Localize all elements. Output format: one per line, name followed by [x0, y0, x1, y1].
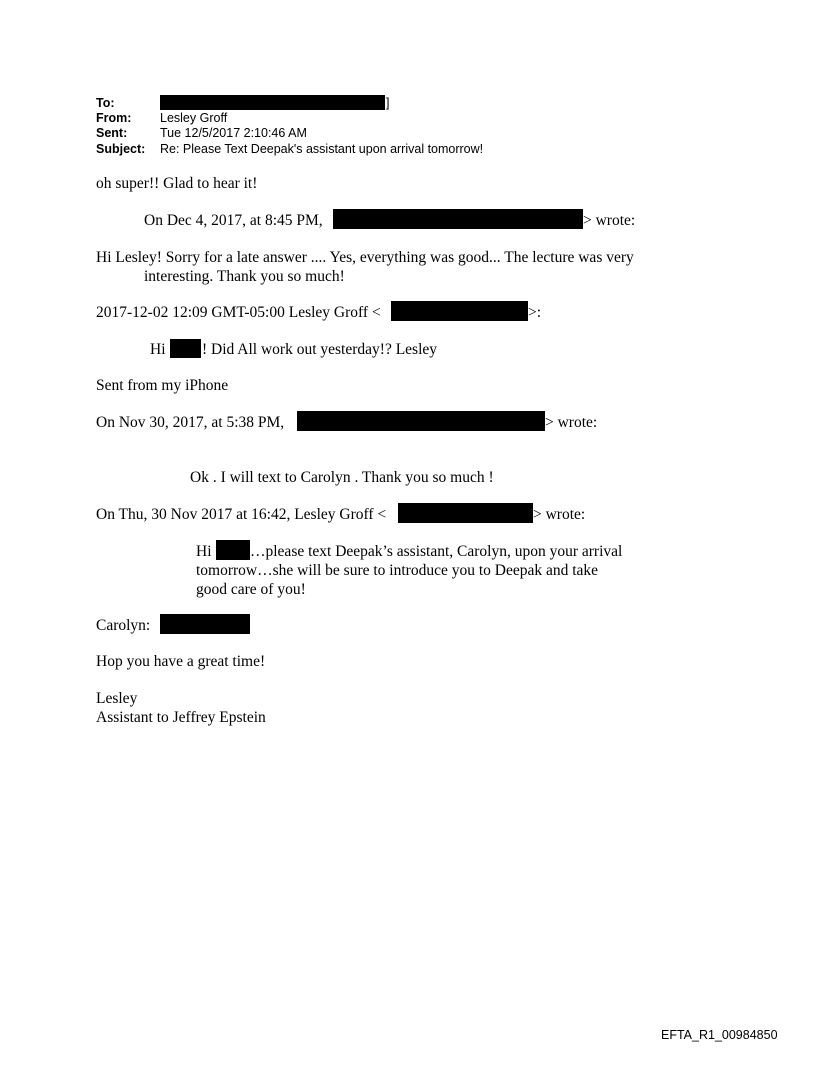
quote4-hi: Hi: [196, 543, 212, 560]
redaction-email2: [391, 301, 528, 321]
quote2-intro-suffix: >:: [528, 304, 542, 321]
redaction-name2: [170, 339, 201, 358]
quote3-message: Ok . I will text to Carolyn . Thank you so much !: [190, 469, 494, 486]
quote1-line2: interesting. Thank you so much!: [144, 268, 345, 285]
redaction-sender3: [297, 411, 545, 431]
subject-value: Re: Please Text Deepak's assistant upon arrival tomorrow!: [160, 142, 484, 156]
sent-from-text: Sent from my iPhone: [96, 377, 229, 394]
quote2-hi: Hi: [150, 341, 166, 358]
redaction-email4: [398, 503, 533, 523]
redaction-sender1: [333, 209, 583, 229]
quote2-intro-prefix: 2017-12-02 12:09 GMT-05:00 Lesley Groff <: [96, 304, 381, 321]
redaction-to: [160, 95, 385, 110]
to-trailing: ]: [386, 96, 390, 110]
quote4-line2: tomorrow…she will be sure to introduce you to Deepak and take: [196, 562, 599, 579]
reply-text: oh super!! Glad to hear it!: [96, 175, 258, 192]
quote4-intro-prefix: On Thu, 30 Nov 2017 at 16:42, Lesley Groff <: [96, 506, 387, 523]
quote4-intro-suffix: > wrote:: [533, 506, 586, 523]
quote4-line1-rest: …please text Deepak’s assistant, Carolyn, upon your arrival: [250, 543, 623, 560]
quote3-intro-prefix: On Nov 30, 2017, at 5:38 PM,: [96, 414, 285, 431]
quote4-line3: good care of you!: [196, 581, 306, 598]
from-value: Lesley Groff: [160, 111, 228, 125]
redaction-name4: [216, 540, 250, 560]
carolyn-label: Carolyn:: [96, 617, 151, 634]
sent-label: Sent:: [96, 126, 128, 140]
redaction-carolyn-number: [160, 614, 250, 634]
subject-label: Subject:: [96, 142, 146, 156]
to-label: To:: [96, 96, 115, 110]
document-id: EFTA_R1_00984850: [661, 1028, 778, 1042]
quote1-intro-prefix: On Dec 4, 2017, at 8:45 PM,: [144, 212, 323, 229]
quote1-line1: Hi Lesley! Sorry for a late answer .... Yes, everything was good... The lecture was very: [96, 249, 634, 266]
signature-name: Lesley: [96, 690, 138, 707]
closing-wish: Hop you have a great time!: [96, 653, 266, 670]
quote1-intro-suffix: > wrote:: [583, 212, 636, 229]
signature-title: Assistant to Jeffrey Epstein: [96, 709, 266, 726]
sent-value: Tue 12/5/2017 2:10:46 AM: [160, 126, 307, 140]
from-label: From:: [96, 111, 132, 125]
quote3-intro-suffix: > wrote:: [545, 414, 598, 431]
quote2-rest: ! Did All work out yesterday!? Lesley: [202, 341, 438, 358]
